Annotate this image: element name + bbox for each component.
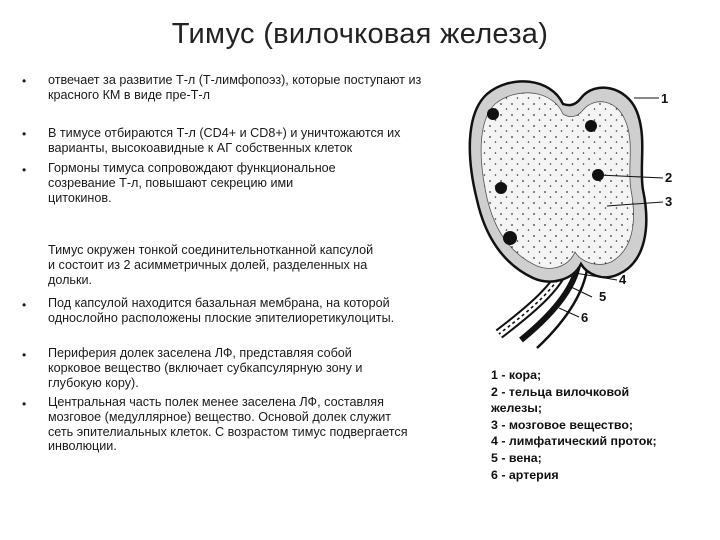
bullet-marker: • [22, 348, 27, 362]
legend-item: железы; [491, 401, 542, 416]
bullet-item: Гормоны тимуса сопровождают функциональное созревание Т-л, повышают секрецию ими цитокинов. [48, 161, 336, 205]
bullet-marker: • [22, 397, 27, 411]
bullet-item: отвечает за развитие Т-л (Т-лимфопоэз), которые поступают из красного КМ в виде пре-Т-л [48, 73, 422, 102]
bullet-item: Тимус окружен тонкой соединительнотканной капсулой и состоит из 2 асимметричных долей, разделенных на дольки. [48, 243, 374, 287]
legend-item: 6 - артерия [491, 467, 559, 482]
bullet-marker: • [22, 298, 27, 312]
legend-item: 1 - кора; [491, 368, 542, 382]
bullet-item: Центральная часть полек менее заселена ЛФ, составляя мозговое (медуллярное) вещество. Основой долек служит сеть эпителиальных клеток. С возрастом тимус подвергается инволюции. [48, 395, 408, 454]
legend-item: 5 - вена; [491, 450, 542, 465]
diagram-label-6: 6 [581, 310, 589, 325]
bullet-item: Периферия долек заселена ЛФ, представляя собой корковое вещество (включает субкапсулярную зону и глубокую кору). [48, 346, 363, 390]
thymus-diagram [455, 68, 705, 358]
legend-item: 4 - лимфатический проток; [491, 434, 657, 449]
legend-item: 3 - мозговое вещество; [491, 417, 634, 432]
slide-title: Тимус (вилочковая железа) [171, 18, 549, 50]
bullet-marker: • [22, 127, 27, 141]
diagram-label-5: 5 [599, 289, 607, 304]
diagram-label-4: 4 [619, 272, 627, 287]
diagram-label-1: 1 [661, 91, 669, 106]
legend-item: 2 - тельца вилочковой [491, 384, 630, 399]
bullet-item: Под капсулой находится базальная мембрана, на которой однослойно расположены плоские эпителиоретикулоциты. [48, 296, 395, 325]
bullet-marker: • [22, 74, 27, 88]
bullet-item: В тимусе отбираются Т-л (CD4+ и CD8+) и уничтожаются их варианты, высокоавидные к АГ собственных клеток [48, 126, 401, 155]
diagram-legend [491, 367, 657, 483]
bullet-marker: • [22, 163, 27, 177]
diagram-label-3: 3 [665, 194, 673, 209]
diagram-label-2: 2 [665, 170, 673, 185]
